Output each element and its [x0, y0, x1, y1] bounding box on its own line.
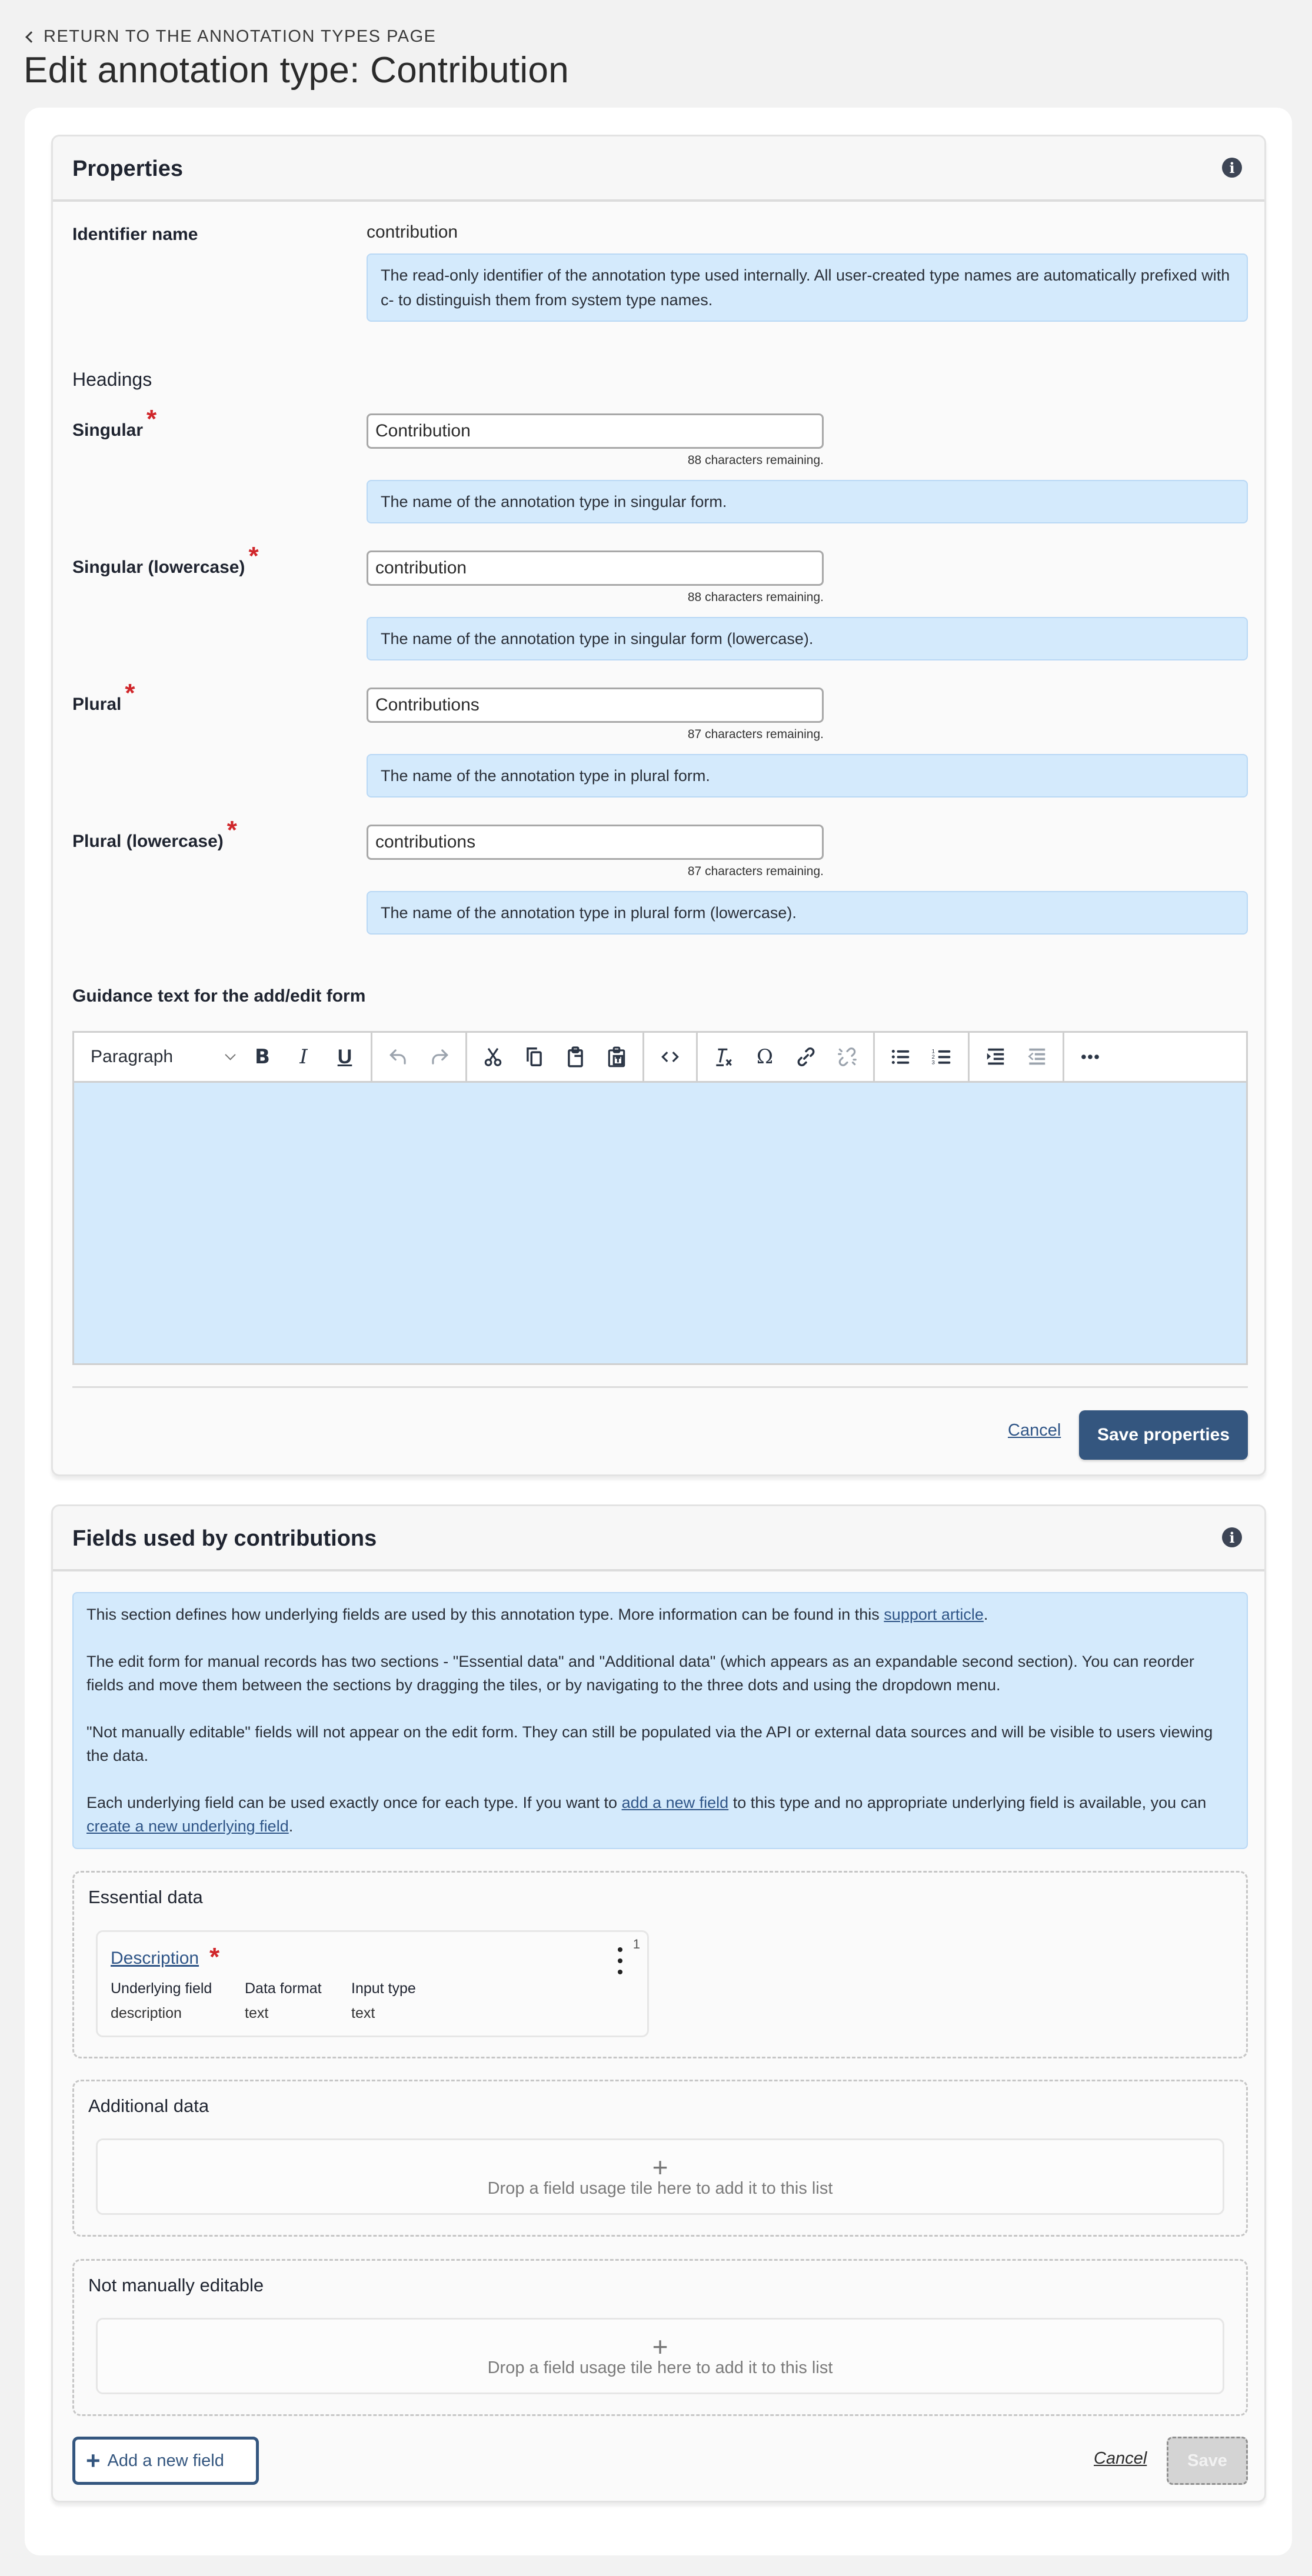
copy-button[interactable] — [515, 1039, 553, 1075]
toolbar-group-more — [1064, 1033, 1116, 1081]
drop-hint: Drop a field usage tile here to add it to this list — [487, 2178, 833, 2198]
kebab-menu-icon[interactable] — [614, 1947, 626, 1974]
essential-data-title: Essential data — [88, 1887, 203, 1907]
identifier-help: The read-only identifier of the annotation type used internally. All user-created type names are automatically prefixed with c- to distinguish them from system type names. — [367, 253, 1248, 322]
save-fields-button[interactable]: Save — [1167, 2437, 1248, 2485]
drop-hint: Drop a field usage tile here to add it to this list — [487, 2358, 833, 2377]
required-asterisk-icon: * — [146, 405, 157, 433]
chevron-down-icon — [225, 1049, 235, 1060]
data-format-label: Data format — [245, 1980, 322, 1997]
info-text: to this type and no appropriate underlying field is available, you can — [728, 1794, 1207, 1811]
input-type-label: Input type — [351, 1980, 416, 1997]
info-paragraph-1 — [86, 1603, 1234, 1626]
insert-link-button[interactable] — [787, 1039, 825, 1075]
field-tile[interactable] — [96, 1930, 649, 2037]
singular-lowercase-label-text: Singular (lowercase) — [72, 558, 245, 577]
outdent-button[interactable] — [1018, 1039, 1055, 1075]
plural-lowercase-label — [72, 816, 237, 853]
identifier-value: contribution — [367, 222, 458, 242]
chevron-left-icon — [25, 31, 37, 43]
paste-text-icon — [605, 1046, 628, 1068]
plus-icon: + — [652, 2151, 668, 2183]
fields-info-box — [72, 1592, 1248, 1849]
guidance-text-area[interactable] — [74, 1083, 1246, 1363]
plus-icon: + — [86, 2447, 101, 2474]
properties-panel — [51, 135, 1266, 1476]
bullet-list-icon — [890, 1046, 912, 1068]
plural-input[interactable] — [367, 688, 824, 723]
plural-lowercase-counter: 87 characters remaining. — [687, 865, 824, 878]
required-asterisk-icon: * — [209, 1943, 220, 1971]
singular-lowercase-help: The name of the annotation type in singular form (lowercase). — [367, 617, 1248, 660]
additional-data-zone — [72, 2080, 1248, 2237]
additional-data-title: Additional data — [88, 2095, 209, 2116]
singular-counter: 88 characters remaining. — [687, 453, 824, 467]
input-type-value: text — [351, 2005, 375, 2021]
back-to-annotation-types-link[interactable] — [25, 27, 437, 46]
properties-divider — [72, 1386, 1248, 1388]
toolbar-group-indent — [970, 1033, 1064, 1081]
code-icon — [659, 1046, 681, 1068]
clear-formatting-icon — [712, 1046, 735, 1068]
bold-icon: B — [255, 1045, 270, 1069]
bold-button[interactable] — [244, 1039, 281, 1075]
guidance-label: Guidance text for the add/edit form — [72, 986, 366, 1006]
fields-panel-header — [53, 1506, 1264, 1571]
paste-button[interactable] — [557, 1039, 594, 1075]
fields-panel — [51, 1504, 1266, 2502]
svg-text:2: 2 — [931, 1054, 935, 1061]
save-properties-button[interactable]: Save properties — [1079, 1410, 1248, 1460]
fields-title: Fields used by contributions — [72, 1526, 377, 1551]
plural-lowercase-help: The name of the annotation type in plural form (lowercase). — [367, 891, 1248, 935]
cut-button[interactable] — [474, 1039, 512, 1075]
properties-title: Properties — [72, 156, 183, 181]
singular-label-text: Singular — [72, 421, 144, 440]
special-character-button[interactable] — [746, 1039, 784, 1075]
toolbar-group-lists — [875, 1033, 970, 1081]
svg-text:3: 3 — [931, 1059, 935, 1066]
field-name-link[interactable]: Description — [111, 1948, 199, 1968]
underlying-field-value: description — [111, 2005, 182, 2021]
info-text: . — [288, 1817, 294, 1835]
undo-icon — [387, 1046, 409, 1068]
plural-label — [72, 679, 135, 716]
not-editable-title: Not manually editable — [88, 2275, 264, 2295]
plus-icon: + — [652, 2331, 668, 2362]
required-asterisk-icon: * — [227, 816, 237, 845]
link-icon — [795, 1046, 817, 1068]
editor-toolbar — [74, 1033, 1246, 1083]
support-article-link[interactable]: support article — [884, 1606, 984, 1623]
redo-icon — [428, 1046, 451, 1068]
create-underlying-field-link[interactable]: create a new underlying field — [86, 1817, 289, 1835]
ellipsis-icon — [1079, 1046, 1101, 1068]
not-editable-zone — [72, 2259, 1248, 2416]
not-editable-drop-target[interactable] — [96, 2318, 1224, 2394]
plural-lowercase-label-text: Plural (lowercase) — [72, 832, 224, 851]
italic-icon: I — [299, 1045, 308, 1069]
singular-input[interactable] — [367, 413, 824, 449]
back-link-label: RETURN TO THE ANNOTATION TYPES PAGE — [44, 27, 437, 46]
italic-button[interactable] — [285, 1039, 322, 1075]
info-text: Each underlying field can be used exactly once for each type. If you want to — [86, 1794, 622, 1811]
underline-button[interactable] — [326, 1039, 364, 1075]
tile-index: 1 — [632, 1937, 640, 1951]
numbered-list-icon — [931, 1046, 953, 1068]
essential-data-zone — [72, 1871, 1248, 2058]
required-asterisk-icon: * — [125, 679, 135, 708]
singular-lowercase-input[interactable] — [367, 550, 824, 586]
undo-button[interactable] — [379, 1039, 417, 1075]
svg-text:1: 1 — [931, 1048, 935, 1055]
copy-icon — [523, 1046, 545, 1068]
plural-help: The name of the annotation type in plural form. — [367, 754, 1248, 798]
underline-icon: U — [337, 1045, 352, 1068]
scissors-icon — [482, 1046, 504, 1068]
info-icon[interactable]: i — [1222, 1527, 1242, 1547]
plural-lowercase-input[interactable] — [367, 825, 824, 860]
singular-lowercase-counter: 88 characters remaining. — [687, 590, 824, 604]
underlying-field-label: Underlying field — [111, 1980, 212, 1997]
singular-lowercase-label — [72, 542, 259, 579]
toolbar-group-code — [644, 1033, 698, 1081]
paste-icon — [564, 1046, 587, 1068]
plural-counter: 87 characters remaining. — [687, 728, 824, 741]
toolbar-group-format — [74, 1033, 372, 1081]
block-format-value: Paragraph — [91, 1047, 174, 1066]
numbered-list-button[interactable] — [923, 1039, 961, 1075]
singular-label — [72, 405, 157, 442]
indent-icon — [984, 1046, 1007, 1068]
indent-button[interactable] — [977, 1039, 1014, 1075]
info-text: . — [983, 1606, 988, 1623]
toolbar-group-insert — [698, 1033, 875, 1081]
info-text: This section defines how underlying fields are used by this annotation type. More information can be found in this — [86, 1606, 884, 1623]
block-format-select[interactable] — [81, 1047, 240, 1067]
paste-as-text-button[interactable] — [598, 1039, 635, 1075]
outdent-icon — [1025, 1046, 1048, 1068]
more-options-button[interactable] — [1071, 1039, 1109, 1075]
info-icon[interactable]: i — [1222, 158, 1242, 178]
add-new-field-label: Add a new field — [107, 2451, 224, 2470]
singular-help: The name of the annotation type in singular form. — [367, 480, 1248, 523]
clear-formatting-button[interactable] — [705, 1039, 742, 1075]
toolbar-group-history — [372, 1033, 467, 1081]
toolbar-group-clipboard — [467, 1033, 644, 1081]
bullet-list-button[interactable] — [882, 1039, 920, 1075]
omega-icon: Ω — [756, 1045, 774, 1069]
properties-panel-header — [53, 136, 1264, 202]
properties-cancel-link[interactable]: Cancel — [1008, 1421, 1061, 1440]
unlink-icon — [836, 1046, 858, 1068]
info-paragraph-2: The edit form for manual records has two sections - "Essential data" and "Additional data" (which appears as an expandable second section). You can reorder fields and move them between the sections by dragging the tiles, or by navigating to the three dots and using the dropdown menu. — [86, 1653, 1194, 1694]
redo-button[interactable] — [421, 1039, 458, 1075]
info-paragraph-4 — [86, 1791, 1234, 1838]
fields-cancel-link[interactable]: Cancel — [1094, 2449, 1147, 2468]
additional-drop-target[interactable] — [96, 2138, 1224, 2215]
identifier-label: Identifier name — [72, 225, 198, 244]
source-code-button[interactable] — [651, 1039, 689, 1075]
remove-link-button[interactable] — [828, 1039, 866, 1075]
add-new-field-button[interactable] — [72, 2437, 259, 2485]
guidance-rich-text-editor — [72, 1031, 1248, 1365]
add-new-field-link[interactable]: add a new field — [621, 1794, 729, 1811]
required-asterisk-icon: * — [248, 542, 259, 570]
headings-title: Headings — [72, 369, 152, 390]
plural-label-text: Plural — [72, 695, 122, 714]
info-paragraph-3: "Not manually editable" fields will not appear on the edit form. They can still be populated via the API or external data sources and will be visible to users viewing the data. — [86, 1723, 1213, 1764]
page-title: Edit annotation type: Contribution — [24, 50, 570, 91]
data-format-value: text — [245, 2005, 269, 2021]
